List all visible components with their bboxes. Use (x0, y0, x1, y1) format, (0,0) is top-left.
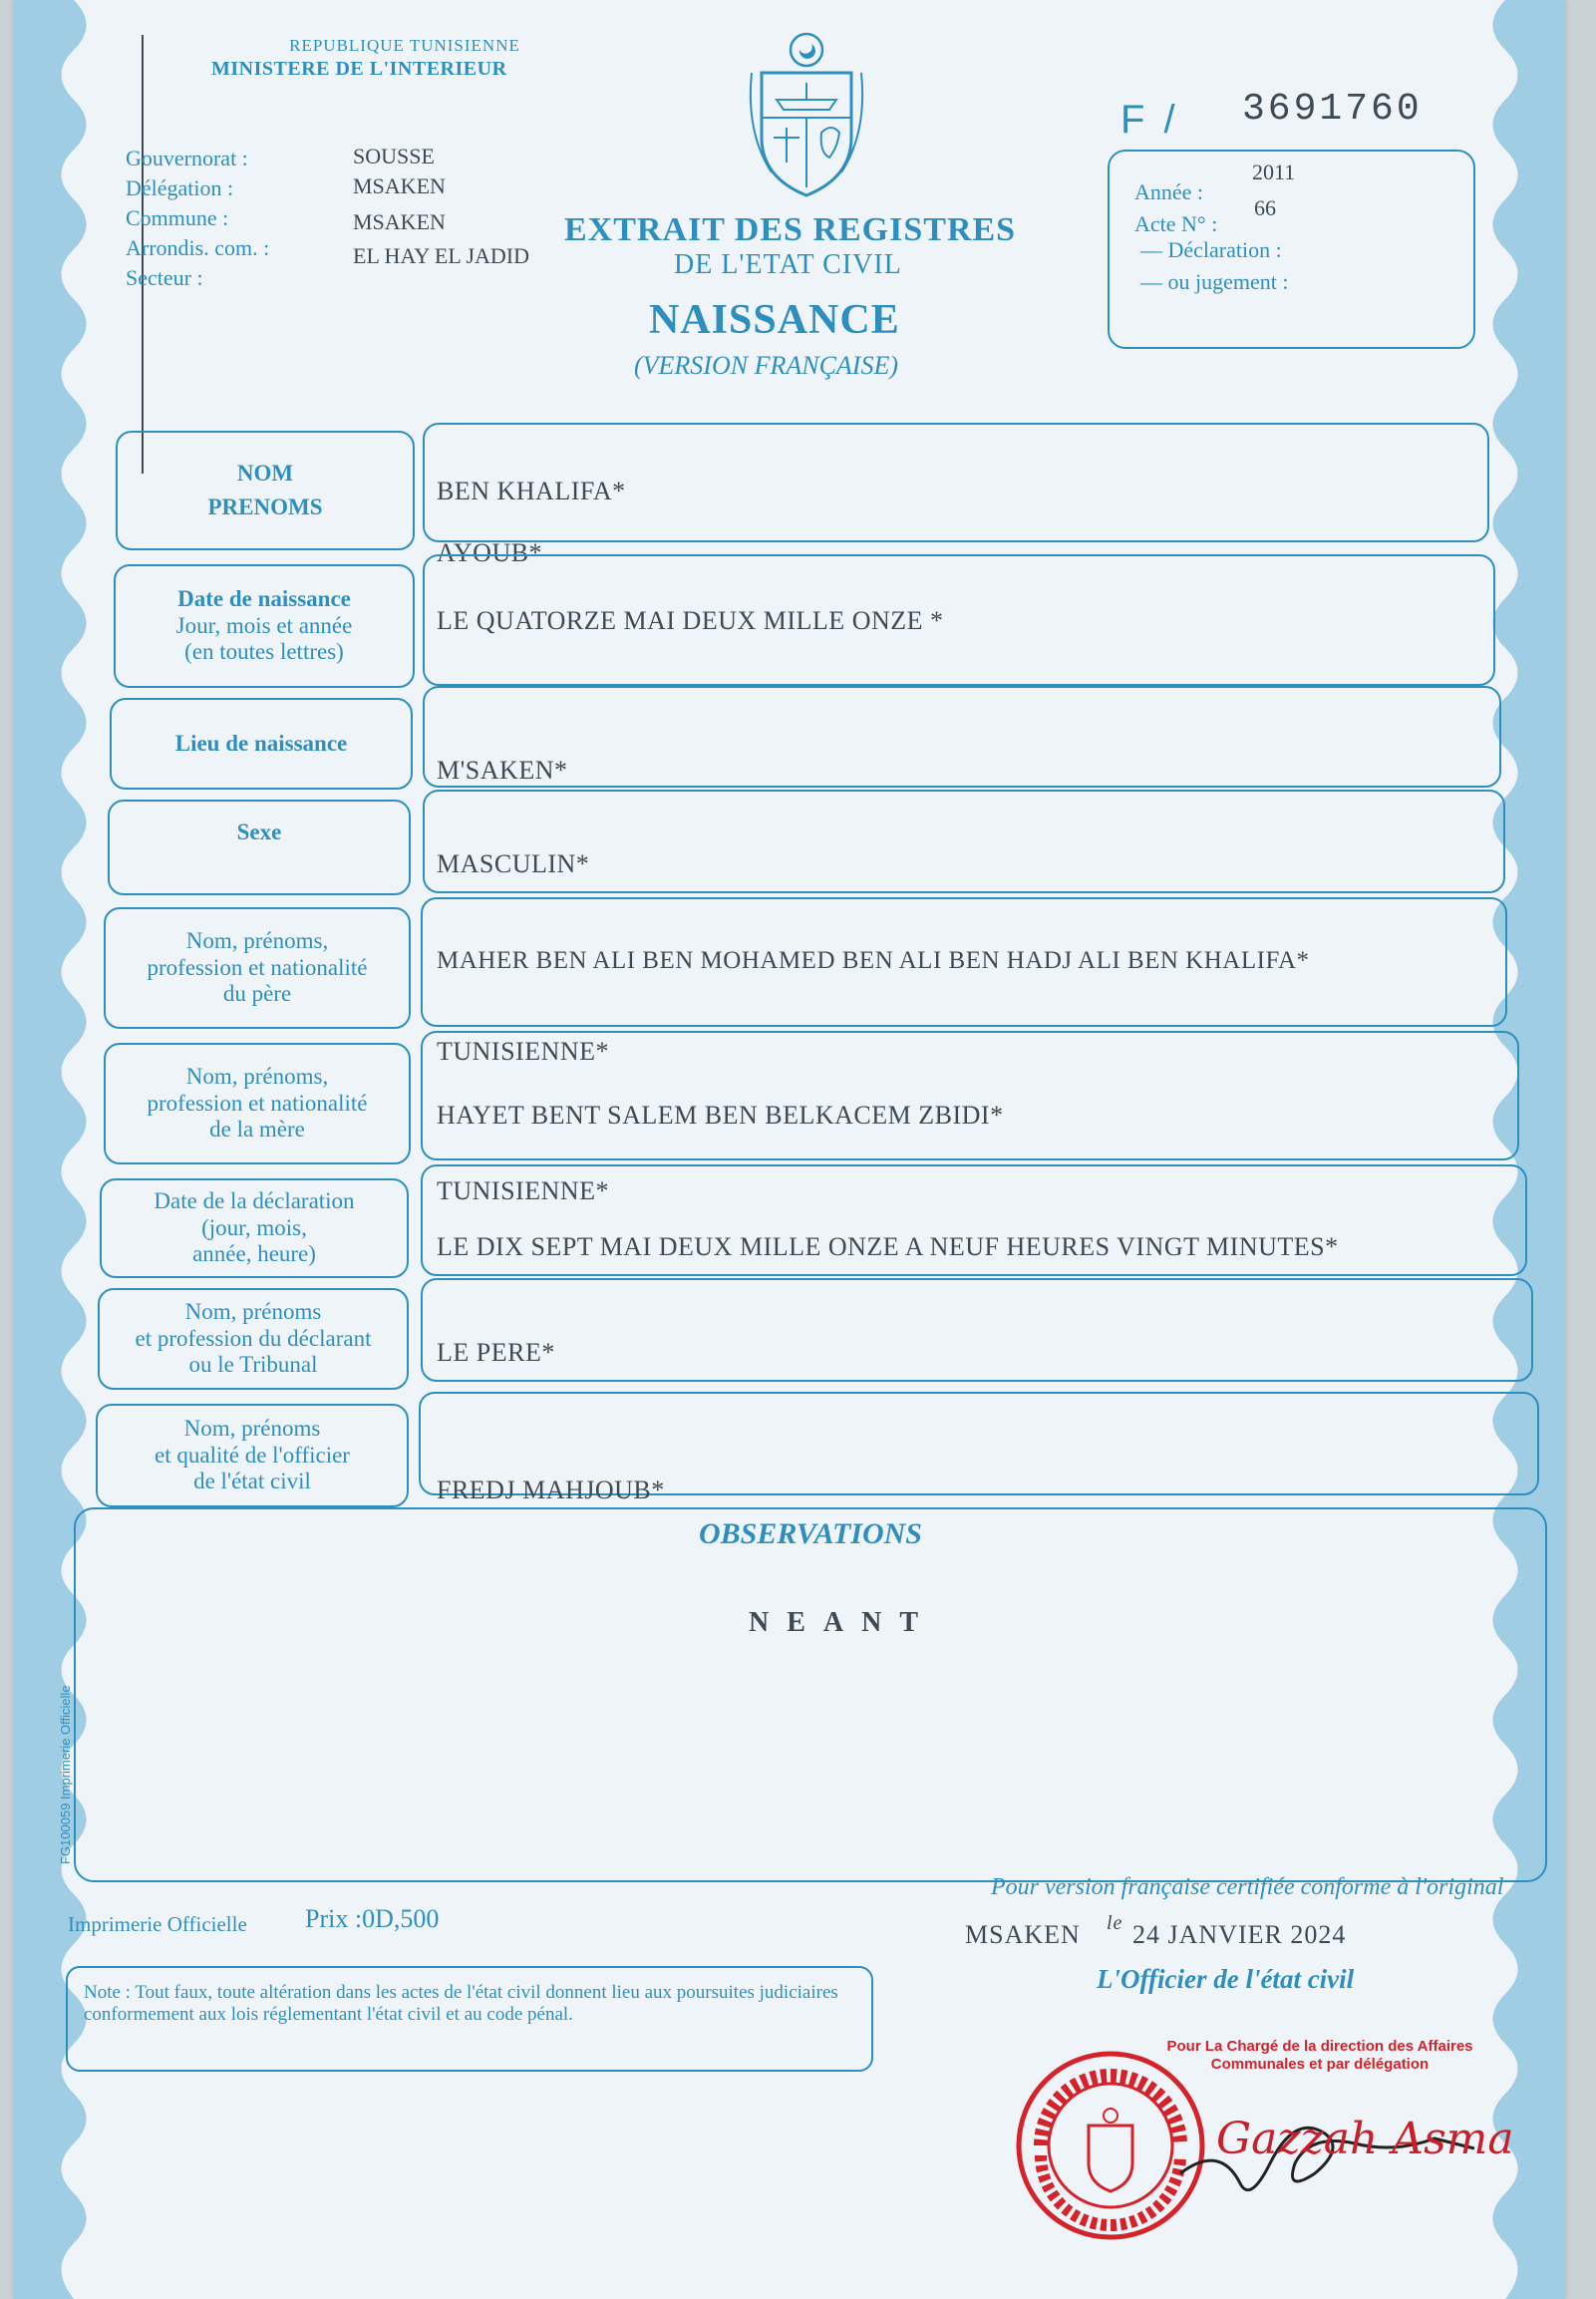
label-lieu-naissance (110, 698, 413, 790)
label-mere-3: de la mère (209, 1117, 305, 1143)
place: MSAKEN (965, 1920, 1081, 1949)
declaration-label: — Déclaration : (1140, 237, 1282, 262)
observations-value: NEANT (749, 1607, 937, 1638)
acte-value: 66 (1254, 195, 1276, 220)
arrondis-value: EL HAY EL JADID (353, 243, 529, 268)
label-nom: NOM (236, 460, 294, 486)
label-sexe-text: Sexe (236, 819, 282, 844)
jugement-label: — ou jugement : (1140, 269, 1289, 294)
gouvernorat-value: SOUSSE (353, 144, 435, 168)
label-officier-3: de l'état civil (193, 1469, 311, 1494)
label-nom-prenoms (116, 431, 415, 550)
value-pere-nationalite: TUNISIENNE* (437, 1037, 610, 1066)
value-declarant: LE PERE* (437, 1338, 555, 1367)
security-border-left (14, 0, 104, 2299)
date-value: 24 JANVIER 2024 (1132, 1920, 1347, 1949)
label-officier-2: et qualité de l'officier (155, 1442, 350, 1468)
value-declaration: LE DIX SEPT MAI DEUX MILLE ONZE A NEUF HEURES VINGT MINUTES* (437, 1232, 1339, 1261)
observations-box (74, 1507, 1547, 1882)
title-version: (VERSION FRANÇAISE) (634, 351, 898, 380)
label-date-naissance (114, 564, 415, 688)
title-line-2: DE L'ETAT CIVIL (674, 249, 902, 280)
annee-label: Année : (1134, 179, 1204, 204)
arrondis-label: Arrondis. com. : (126, 235, 270, 260)
date-le: le (1107, 1912, 1123, 1934)
prix-label: Prix :0D,500 (305, 1904, 440, 1933)
label-declaration (100, 1178, 409, 1278)
value-lieu: M'SAKEN* (437, 756, 568, 785)
label-dob-2: Jour, mois et année (175, 612, 353, 638)
label-dob-3: (en toutes lettres) (184, 639, 344, 665)
officer-title: L'Officier de l'état civil (1097, 1964, 1355, 1994)
republic-label: REPUBLIQUE TUNISIENNE (289, 36, 520, 55)
label-pere-1: Nom, prénoms, (185, 928, 329, 954)
secteur-label: Secteur : (126, 265, 203, 290)
value-nom: BEN KHALIFA* (437, 477, 626, 505)
label-declarant (98, 1288, 409, 1390)
label-pere-2: profession et nationalité (147, 954, 368, 980)
title-line-1: EXTRAIT DES REGISTRES (564, 211, 1017, 248)
serial-number: 3691760 (1242, 88, 1423, 131)
label-dob-1: Date de naissance (177, 586, 351, 612)
signature-name: Gazzah Asma (1216, 2114, 1514, 2164)
label-prenoms: PRENOMS (207, 494, 323, 519)
legal-note-text: Note : Tout faux, toute altération dans les actes de l'état civil donnent lieu aux poursuites judiciaires conformement aux lois réglementant l'état civil et au code pénal. (84, 1982, 838, 2025)
side-print: FG100059 Imprimerie Officielle (58, 1685, 73, 1864)
value-box-mere (421, 1031, 1519, 1160)
value-box-declarant (421, 1278, 1533, 1382)
label-mere-2: profession et nationalité (147, 1090, 368, 1116)
label-pere (104, 907, 411, 1029)
observations-title: OBSERVATIONS (699, 1517, 922, 1550)
commune-label: Commune : (126, 205, 229, 230)
ministry-label: MINISTERE DE L'INTERIEUR (211, 58, 507, 80)
acte-label: Acte N° : (1134, 211, 1218, 236)
delegation-label: Délégation : (126, 175, 234, 200)
imprimerie-label: Imprimerie Officielle (68, 1912, 247, 1936)
document-page (14, 0, 1565, 2299)
delegation-value: MSAKEN (353, 173, 446, 198)
label-mere (104, 1043, 411, 1164)
commune-value: MSAKEN (353, 209, 446, 234)
value-mere-nationalite: TUNISIENNE* (437, 1176, 610, 1205)
label-officier-1: Nom, prénoms (183, 1416, 321, 1442)
value-dob: LE QUATORZE MAI DEUX MILLE ONZE * (437, 606, 944, 635)
serial-prefix: F / (1120, 98, 1179, 142)
label-declarant-3: ou le Tribunal (188, 1352, 318, 1378)
label-mere-1: Nom, prénoms, (185, 1064, 329, 1090)
stamp-delegation-text: Pour La Chargé de la direction des Affaires Communales et par délégation (1166, 2038, 1473, 2073)
label-decl-1: Date de la déclaration (154, 1188, 355, 1214)
value-box-lieu (423, 686, 1501, 788)
certification-text: Pour version française certifiée conforme à l'original (991, 1874, 1504, 1900)
coat-of-arms-icon (742, 28, 871, 202)
label-decl-3: année, heure) (192, 1241, 316, 1267)
label-lieu: Lieu de naissance (174, 730, 348, 756)
legal-note (66, 1966, 873, 2072)
label-sexe (108, 800, 411, 895)
value-sexe: MASCULIN* (437, 849, 590, 878)
title-naissance: NAISSANCE (649, 297, 900, 343)
value-mere: HAYET BENT SALEM BEN BELKACEM ZBIDI* (437, 1101, 1004, 1130)
label-decl-2: (jour, mois, (201, 1214, 307, 1240)
label-declarant-2: et profession du déclarant (135, 1325, 372, 1351)
value-officier: FREDJ MAHJOUB* (437, 1476, 665, 1504)
gouvernorat-label: Gouvernorat : (126, 146, 248, 170)
label-pere-3: du père (222, 981, 292, 1007)
value-pere: MAHER BEN ALI BEN MOHAMED BEN ALI BEN HADJ ALI BEN KHALIFA* (437, 947, 1310, 974)
annee-value: 2011 (1252, 160, 1296, 184)
label-declarant-1: Nom, prénoms (184, 1299, 322, 1325)
value-prenoms: AYOUB* (437, 538, 543, 567)
label-officier (96, 1404, 409, 1507)
